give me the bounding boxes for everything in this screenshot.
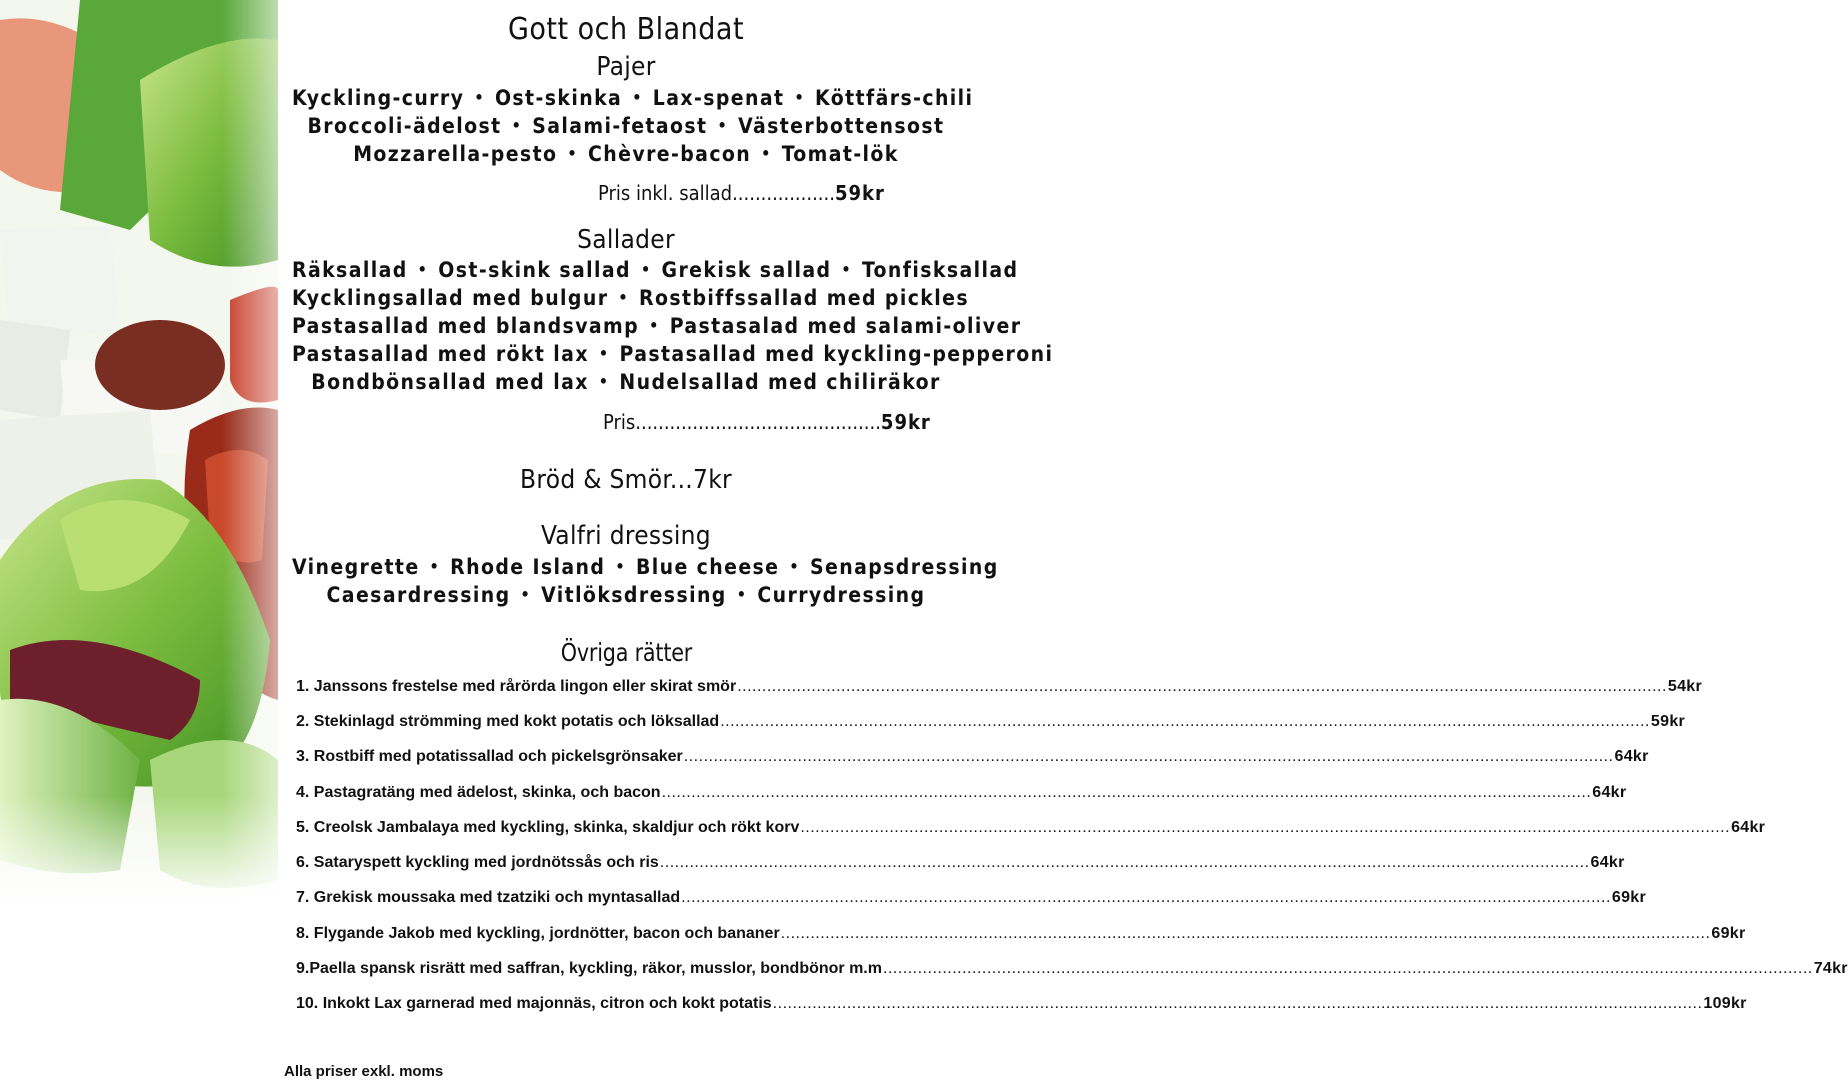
sallad-line-2 <box>292 284 969 314</box>
section-title-ovriga: Övriga rätter <box>560 638 692 667</box>
pajer-line-1 <box>292 84 974 114</box>
section-title-gott: Gott och Blandat <box>507 12 745 47</box>
menu-item: Pastasallad med kyckling-pepperoni <box>619 342 1054 366</box>
menu-item: Vitlöksdressing <box>541 583 727 607</box>
sallad-line-4 <box>292 340 1054 370</box>
dish-name: 3. Rostbiff med potatissallad och pickelsgrönsaker <box>296 748 683 765</box>
dot-leader <box>883 960 1813 978</box>
sallad-line-1 <box>292 256 1019 286</box>
bullet-separator: • <box>632 88 643 107</box>
sallad-line-5 <box>292 368 960 398</box>
dish-name: 8. Flygande Jakob med kyckling, jordnötter, bacon och bananer <box>296 925 780 942</box>
salad-photo <box>0 0 278 905</box>
dot-leader <box>662 784 1592 802</box>
bullet-separator: • <box>429 557 441 576</box>
dot-leader <box>720 713 1650 731</box>
menu-item: Vinegrette <box>292 555 420 579</box>
menu-item: Tonfisksallad <box>862 258 1019 282</box>
sallad-price <box>603 410 931 434</box>
price-label: Pris <box>603 410 636 434</box>
dish-row <box>296 713 1686 731</box>
bullet-separator: • <box>841 260 853 279</box>
dish-price: 64kr <box>1590 854 1625 871</box>
menu-item: Grekisk sallad <box>661 258 832 282</box>
menu-item: Västerbottensost <box>738 114 945 138</box>
bullet-separator: • <box>615 557 626 576</box>
section-subtitle-pajer: Pajer <box>596 52 656 82</box>
menu-item: Pastasallad med rökt lax <box>292 342 589 366</box>
dish-name: 10. Inkokt Lax garnerad med majonnäs, citron och kokt potatis <box>296 995 772 1012</box>
price-dots: ........................................... <box>635 410 881 434</box>
menu-item: Salami-fetaost <box>532 114 708 138</box>
bullet-separator: • <box>474 88 485 107</box>
dish-price: 64kr <box>1592 784 1627 801</box>
section-title-ovriga-wrap <box>292 638 960 667</box>
dish-row <box>296 889 1647 907</box>
menu-item: Senapsdressing <box>810 555 999 579</box>
price-dots: .................. <box>732 181 835 205</box>
dot-leader <box>660 854 1590 872</box>
menu-item: Köttfärs-chili <box>815 86 974 110</box>
pajer-line-3 <box>292 140 960 170</box>
pajer-price <box>598 181 885 205</box>
dish-price: 59kr <box>1650 713 1686 730</box>
dressing-line-2 <box>292 581 960 611</box>
bullet-separator: • <box>789 557 801 576</box>
price-value: 59kr <box>834 181 885 205</box>
dish-name: 6. Sataryspett kyckling med jordnötssås och ris <box>296 854 659 871</box>
dish-price: 74kr <box>1813 960 1848 977</box>
menu-item: Pastasallad med blandsvamp <box>292 314 640 338</box>
menu-item: Rhode Island <box>450 555 606 579</box>
menu-item: Lax-spenat <box>652 86 785 110</box>
dish-row <box>296 678 1703 696</box>
price-value: 59kr <box>880 410 931 434</box>
menu-item: Räksallad <box>292 258 408 282</box>
bullet-separator: • <box>567 144 579 163</box>
menu-item: Mozzarella-pesto <box>353 142 558 166</box>
dish-price: 64kr <box>1731 819 1766 836</box>
menu-item: Kyckling-curry <box>292 86 465 110</box>
menu-item: Broccoli-ädelost <box>307 114 502 138</box>
dot-leader <box>773 995 1703 1013</box>
dish-price: 54kr <box>1667 678 1703 695</box>
bullet-separator: • <box>618 288 630 307</box>
dish-row <box>296 784 1627 802</box>
dish-row <box>296 854 1625 872</box>
menu-item: Chèvre-bacon <box>588 142 752 166</box>
bullet-separator: • <box>598 372 610 391</box>
bullet-separator: • <box>520 585 532 604</box>
dish-row <box>296 995 1747 1013</box>
dot-leader <box>800 819 1730 837</box>
bullet-separator: • <box>598 344 610 363</box>
bullet-separator: • <box>794 88 806 107</box>
dish-name: 1. Janssons frestelse med rårörda lingon eller skirat smör <box>296 678 737 695</box>
footer-note: Alla priser exkl. moms <box>284 1063 444 1080</box>
dot-leader <box>684 748 1614 766</box>
bullet-separator: • <box>417 260 429 279</box>
dish-row <box>296 819 1766 837</box>
bullet-separator: • <box>649 316 660 335</box>
menu-item: Tomat-lök <box>781 142 899 166</box>
pajer-line-2 <box>292 112 960 142</box>
menu-item: Blue cheese <box>635 555 780 579</box>
price-label: Pris inkl. sallad <box>598 181 733 205</box>
dish-row <box>296 925 1746 943</box>
dish-row <box>296 960 1848 978</box>
dot-leader <box>737 678 1667 696</box>
menu-item: Pastasalad med salami-oliver <box>669 314 1022 338</box>
bullet-separator: • <box>511 116 523 135</box>
bullet-separator: • <box>761 144 772 163</box>
dish-row <box>296 748 1649 766</box>
dish-name: 5. Creolsk Jambalaya med kyckling, skinka, skaldjur och rökt korv <box>296 819 800 836</box>
menu-item: Ost-skink sallad <box>438 258 631 282</box>
dot-leader <box>781 925 1711 943</box>
dish-price: 109kr <box>1703 995 1747 1012</box>
menu-item: Nudelsallad med chiliräkor <box>619 370 941 394</box>
menu-item: Rostbiffssallad med pickles <box>639 286 969 310</box>
dish-name: 4. Pastagratäng med ädelost, skinka, och bacon <box>296 784 661 801</box>
sallad-line-3 <box>292 312 1022 342</box>
dish-price: 69kr <box>1711 925 1746 942</box>
dish-name: 9.Paella spansk risrätt med saffran, kyckling, räkor, musslor, bondbönor m.m <box>296 960 882 977</box>
menu-item: Bondbönsallad med lax <box>311 370 589 394</box>
dressing-line-1 <box>292 553 999 583</box>
menu-item: Currydressing <box>757 583 926 607</box>
menu-item: Kycklingsallad med bulgur <box>292 286 609 310</box>
menu-item: Ost-skinka <box>494 86 623 110</box>
dish-price: 69kr <box>1611 889 1647 906</box>
section-title-dressing: Valfri dressing <box>541 521 711 551</box>
menu-item: Caesardressing <box>326 583 511 607</box>
bullet-separator: • <box>640 260 652 279</box>
section-title-sallader: Sallader <box>577 225 675 255</box>
dish-name: 2. Stekinlagd strömming med kokt potatis och löksallad <box>296 713 720 730</box>
bullet-separator: • <box>736 585 748 604</box>
bullet-separator: • <box>717 116 729 135</box>
dish-name: 7. Grekisk moussaka med tzatziki och myntasallad <box>296 889 681 906</box>
brod-smor: Bröd & Smör...7kr <box>520 465 732 495</box>
dot-leader <box>681 889 1611 907</box>
dish-price: 64kr <box>1614 748 1649 765</box>
menu-column <box>292 0 1848 1082</box>
